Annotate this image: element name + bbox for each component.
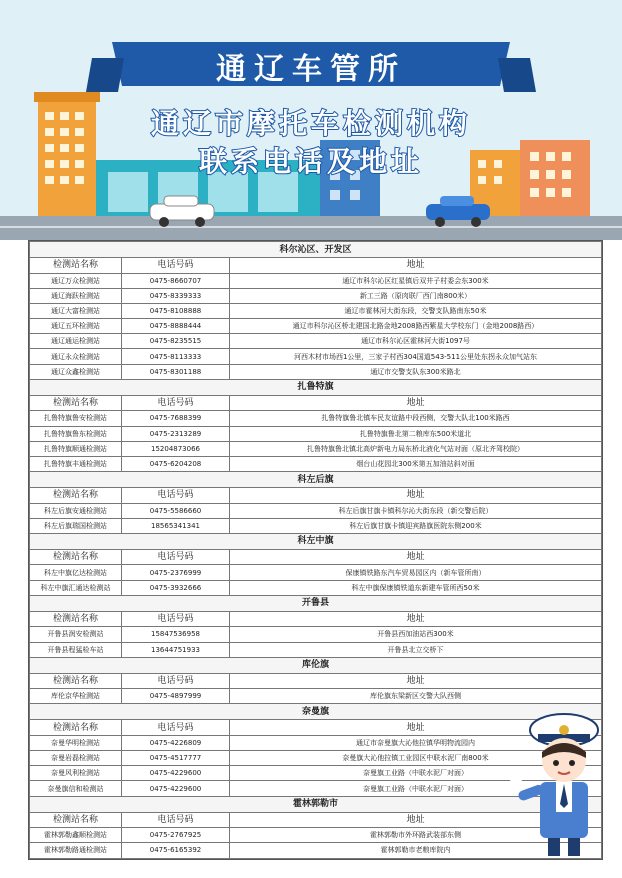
station-name-cell: 霍林郭勒鑫顺检测站 (30, 828, 122, 843)
column-header-name: 检测站名称 (30, 488, 122, 504)
address-cell: 烟台山花园北300米第五加油站斜对面 (230, 456, 602, 471)
phone-cell: 0475-7688399 (122, 411, 230, 426)
table-row (30, 334, 602, 349)
address-cell: 库伦旗东梁新区交警大队西侧 (230, 689, 602, 704)
station-name-cell: 奈曼华明检测站 (30, 735, 122, 750)
station-name-cell: 通辽五环检测站 (30, 319, 122, 334)
table-row (30, 565, 602, 580)
address-cell: 科左后旗甘旗卡镇迎宾路旗医院东侧200米 (230, 518, 602, 533)
section-title: 科尔沁区、开发区 (30, 242, 602, 258)
traffic-officer-illustration (510, 708, 618, 858)
table-row (30, 580, 602, 595)
section-title: 霍林郭勒市 (30, 796, 602, 812)
section-title: 开鲁县 (30, 595, 602, 611)
address-cell: 通辽市科尔沁区桥北建国北路金地2008路西紫星大学校东门（金地2008路西） (230, 319, 602, 334)
phone-cell: 0475-4897999 (122, 689, 230, 704)
address-cell: 扎鲁特旗鲁北第二粮库东500米道北 (230, 426, 602, 441)
station-name-cell: 通辽大富检测站 (30, 303, 122, 318)
phone-cell: 0475-8301188 (122, 364, 230, 379)
column-header-address: 地址 (230, 812, 602, 828)
address-cell: 通辽市科尔沁区红星镇后双井子村委会东300米 (230, 273, 602, 288)
phone-cell: 0475-2376999 (122, 565, 230, 580)
column-header-address: 地址 (230, 673, 602, 689)
station-name-cell: 奈曼风利检测站 (30, 766, 122, 781)
phone-cell: 0475-3932666 (122, 580, 230, 595)
station-name-cell: 扎鲁特旗丰通检测站 (30, 456, 122, 471)
table-row (30, 273, 602, 288)
section-title: 扎鲁特旗 (30, 379, 602, 395)
section-title: 科左后旗 (30, 472, 602, 488)
phone-cell: 0475-4517777 (122, 751, 230, 766)
table-row (30, 441, 602, 456)
address-cell: 开鲁县西加油站西300米 (230, 627, 602, 642)
table-row (30, 627, 602, 642)
column-header-row (30, 549, 602, 565)
section-row (30, 472, 602, 488)
station-name-cell: 开鲁县程猛检车站 (30, 642, 122, 657)
phone-cell: 18565341341 (122, 518, 230, 533)
section-row (30, 242, 602, 258)
column-header-row (30, 395, 602, 411)
address-cell: 通辽市科尔沁区霍林河大街1097号 (230, 334, 602, 349)
phone-cell: 0475-2767925 (122, 828, 230, 843)
address-cell: 奈曼旗工业路（中联水泥厂对面） (230, 781, 602, 796)
column-header-name: 检测站名称 (30, 395, 122, 411)
station-name-cell: 开鲁县润安检测站 (30, 627, 122, 642)
section-title: 库伦旗 (30, 657, 602, 673)
address-cell: 保康镇铁路东汽车贸易园区内（新车管所南） (230, 565, 602, 580)
banner-title: 通辽车管所 (216, 52, 406, 87)
table-row (30, 349, 602, 364)
section-title: 奈曼旗 (30, 704, 602, 720)
column-header-row (30, 488, 602, 504)
column-header-address: 地址 (230, 258, 602, 274)
table-row (30, 303, 602, 318)
column-header-row (30, 673, 602, 689)
column-header-name: 检测站名称 (30, 549, 122, 565)
phone-cell: 0475-6204208 (122, 456, 230, 471)
station-name-cell: 扎鲁特旗鲁安检测站 (30, 411, 122, 426)
column-header-phone: 电话号码 (122, 395, 230, 411)
phone-cell: 13644751933 (122, 642, 230, 657)
station-name-cell: 科左中旗亿达检测站 (30, 565, 122, 580)
phone-cell: 0475-4229600 (122, 781, 230, 796)
address-cell: 通辽市交警支队东300米路北 (230, 364, 602, 379)
section-row (30, 379, 602, 395)
address-cell: 科左中旗保康镇铁道东新建车管所西50米 (230, 580, 602, 595)
phone-cell: 0475-8339333 (122, 288, 230, 303)
column-header-name: 检测站名称 (30, 258, 122, 274)
address-cell: 扎鲁特旗鲁北镇北高炉新电力局东桥北液化气站对面（原北齐驾校院） (230, 441, 602, 456)
phone-cell: 0475-8235515 (122, 334, 230, 349)
poster-header (0, 0, 622, 240)
station-name-cell: 科左后旗安通检测站 (30, 503, 122, 518)
address-cell: 科左后旗甘旗卡镇科尔沁大街东段（新交警后院） (230, 503, 602, 518)
station-name-cell: 霍林郭勒路通检测站 (30, 843, 122, 858)
station-name-cell: 通辽永众检测站 (30, 349, 122, 364)
phone-cell: 0475-8108888 (122, 303, 230, 318)
column-header-phone: 电话号码 (122, 812, 230, 828)
phone-cell: 0475-2313289 (122, 426, 230, 441)
column-header-address: 地址 (230, 720, 602, 736)
station-name-cell: 科左后旗瑞国检测站 (30, 518, 122, 533)
address-cell: 霍林郭勒市老粮库院内 (230, 843, 602, 858)
column-header-address: 地址 (230, 488, 602, 504)
address-cell: 新工三路（原肉联厂西门南800米） (230, 288, 602, 303)
address-cell: 河西木材市场西1公里，三家子村西304国道543-511公里处东拐永众加气站东 (230, 349, 602, 364)
column-header-name: 检测站名称 (30, 673, 122, 689)
station-name-cell: 科左中旗汇通达检测站 (30, 580, 122, 595)
column-header-address: 地址 (230, 549, 602, 565)
column-header-address: 地址 (230, 611, 602, 627)
station-name-cell: 奈曼岩磊检测站 (30, 751, 122, 766)
phone-cell: 0475-4229600 (122, 766, 230, 781)
section-row (30, 657, 602, 673)
station-name-cell: 通辽通运检测站 (30, 334, 122, 349)
phone-cell: 0475-4226809 (122, 735, 230, 750)
station-name-cell: 通辽众鑫检测站 (30, 364, 122, 379)
column-header-phone: 电话号码 (122, 720, 230, 736)
phone-cell: 0475-5586660 (122, 503, 230, 518)
phone-cell: 0475-8113333 (122, 349, 230, 364)
table-row (30, 456, 602, 471)
table-row (30, 689, 602, 704)
column-header-row (30, 611, 602, 627)
table-row (30, 518, 602, 533)
station-name-cell: 库伦京华检测站 (30, 689, 122, 704)
address-cell: 扎鲁特旗鲁北镇车民友谊路中段西侧，交警大队北100米路西 (230, 411, 602, 426)
column-header-phone: 电话号码 (122, 549, 230, 565)
phone-cell: 0475-6165392 (122, 843, 230, 858)
column-header-phone: 电话号码 (122, 488, 230, 504)
station-name-cell: 通辽万众检测站 (30, 273, 122, 288)
column-header-name: 检测站名称 (30, 812, 122, 828)
section-title: 科左中旗 (30, 533, 602, 549)
table-row (30, 642, 602, 657)
table-row (30, 503, 602, 518)
station-name-cell: 通辽海跃检测站 (30, 288, 122, 303)
subtitle-line-1: 通辽市摩托车检测机构 (150, 107, 471, 140)
address-cell: 通辽市霍林河大街东段，交警支队路南东50米 (230, 303, 602, 318)
column-header-name: 检测站名称 (30, 611, 122, 627)
address-cell: 开鲁县北立交桥下 (230, 642, 602, 657)
address-cell: 通辽市奈曼旗大沁他拉镇华明物流园内 (230, 735, 602, 750)
column-header-row (30, 258, 602, 274)
column-header-phone: 电话号码 (122, 258, 230, 274)
phone-cell: 0475-8888444 (122, 319, 230, 334)
phone-cell: 0475-8660707 (122, 273, 230, 288)
column-header-phone: 电话号码 (122, 611, 230, 627)
phone-cell: 15847536958 (122, 627, 230, 642)
subtitle-line-2: 联系电话及地址 (198, 145, 423, 178)
section-row (30, 533, 602, 549)
column-header-address: 地址 (230, 395, 602, 411)
table-row (30, 411, 602, 426)
phone-cell: 15204873066 (122, 441, 230, 456)
table-row (30, 319, 602, 334)
table-row (30, 364, 602, 379)
address-cell: 奈曼旗工业路（中联水泥厂对面） (230, 766, 602, 781)
address-cell: 霍林郭勒市外环路武装部东侧 (230, 828, 602, 843)
station-name-cell: 扎鲁特旗顺通检测站 (30, 441, 122, 456)
section-row (30, 595, 602, 611)
station-name-cell: 奈曼旗信和检测站 (30, 781, 122, 796)
column-header-phone: 电话号码 (122, 673, 230, 689)
address-cell: 奈曼旗大沁他拉镇工业园区中联水泥厂南800米 (230, 751, 602, 766)
column-header-name: 检测站名称 (30, 720, 122, 736)
station-name-cell: 扎鲁特旗鲁东检测站 (30, 426, 122, 441)
table-row (30, 288, 602, 303)
table-row (30, 426, 602, 441)
